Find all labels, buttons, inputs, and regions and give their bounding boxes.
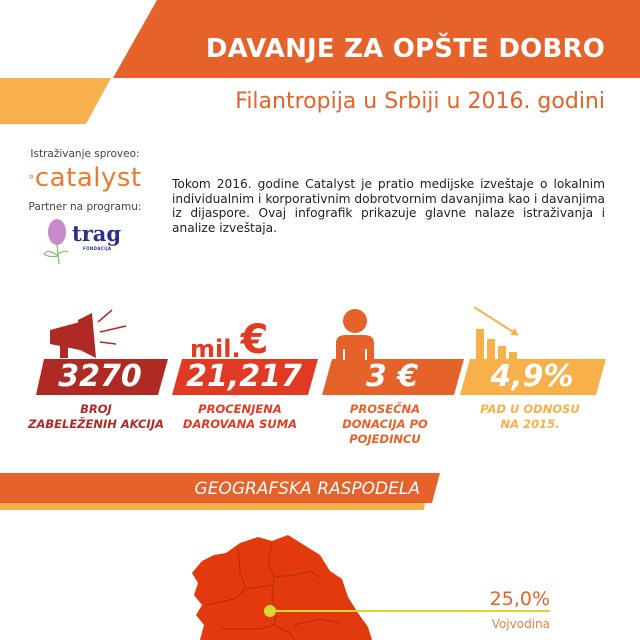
stat-label-actions [26, 402, 166, 432]
page-title: DAVANJE ZA OPŠTE DOBRO [205, 34, 605, 64]
stat-label-sum [170, 402, 310, 432]
region-name: Vojvodina [491, 617, 550, 631]
stat-label-line: POJEDINCU [349, 432, 421, 446]
trag-logo-subtext: FONDACIJA [83, 246, 112, 251]
euro-symbol: € [240, 317, 269, 363]
stat-label-decline [460, 402, 600, 432]
research-label: Istraživanje sproveo: [30, 148, 140, 160]
stat-label-line: NA 2015. [500, 417, 560, 431]
partner-label: Partner na programu: [28, 201, 142, 213]
intro-paragraph: Tokom 2016. godine Catalyst je pratio medijske izveštaje o lokalnim individualnim i korporativnim dobrotvornim davanjima kao i davanjima iz dijaspore. Ovaj infografik prikazuje glavne nalaze istraživanja i analize izveštaja. [172, 177, 605, 235]
stat-label-line: ZABELEŽENIH AKCIJA [28, 417, 164, 431]
declining-chart-icon [470, 305, 530, 360]
stat-label-line: DONACIJA PO [342, 417, 428, 431]
stat-value-decline: 4,9% [490, 359, 574, 394]
region-percent: 25,0% [489, 588, 550, 610]
tulip-icon [40, 218, 74, 266]
stat-label-line: DAROVANA SUMA [182, 417, 298, 431]
geo-section-title: GEOGRAFSKA RASPODELA [194, 479, 420, 499]
person-icon [330, 305, 380, 360]
catalyst-logo: °catalyst [28, 163, 142, 193]
catalyst-logo-text: catalyst [34, 163, 142, 193]
stat-value-avg-donation: 3 € [365, 359, 419, 394]
stat-label-line: PAD U ODNOSU [480, 402, 580, 416]
trag-logo-text: trag [72, 221, 122, 246]
stat-label-line: BROJ [80, 402, 112, 416]
stat-label-line: PROCENJENA [198, 402, 282, 416]
stat-label-line: PROSEČNA [349, 402, 421, 416]
million-label: mil. [190, 335, 241, 363]
megaphone-icon [40, 300, 140, 360]
page-subtitle: Filantropija u Srbiji u 2016. godini [235, 89, 605, 114]
stat-value-sum: 21,217 [186, 359, 302, 394]
stat-label-avg-donation [320, 402, 450, 447]
region-marker-icon [264, 605, 276, 617]
stat-value-actions: 3270 [58, 359, 142, 394]
